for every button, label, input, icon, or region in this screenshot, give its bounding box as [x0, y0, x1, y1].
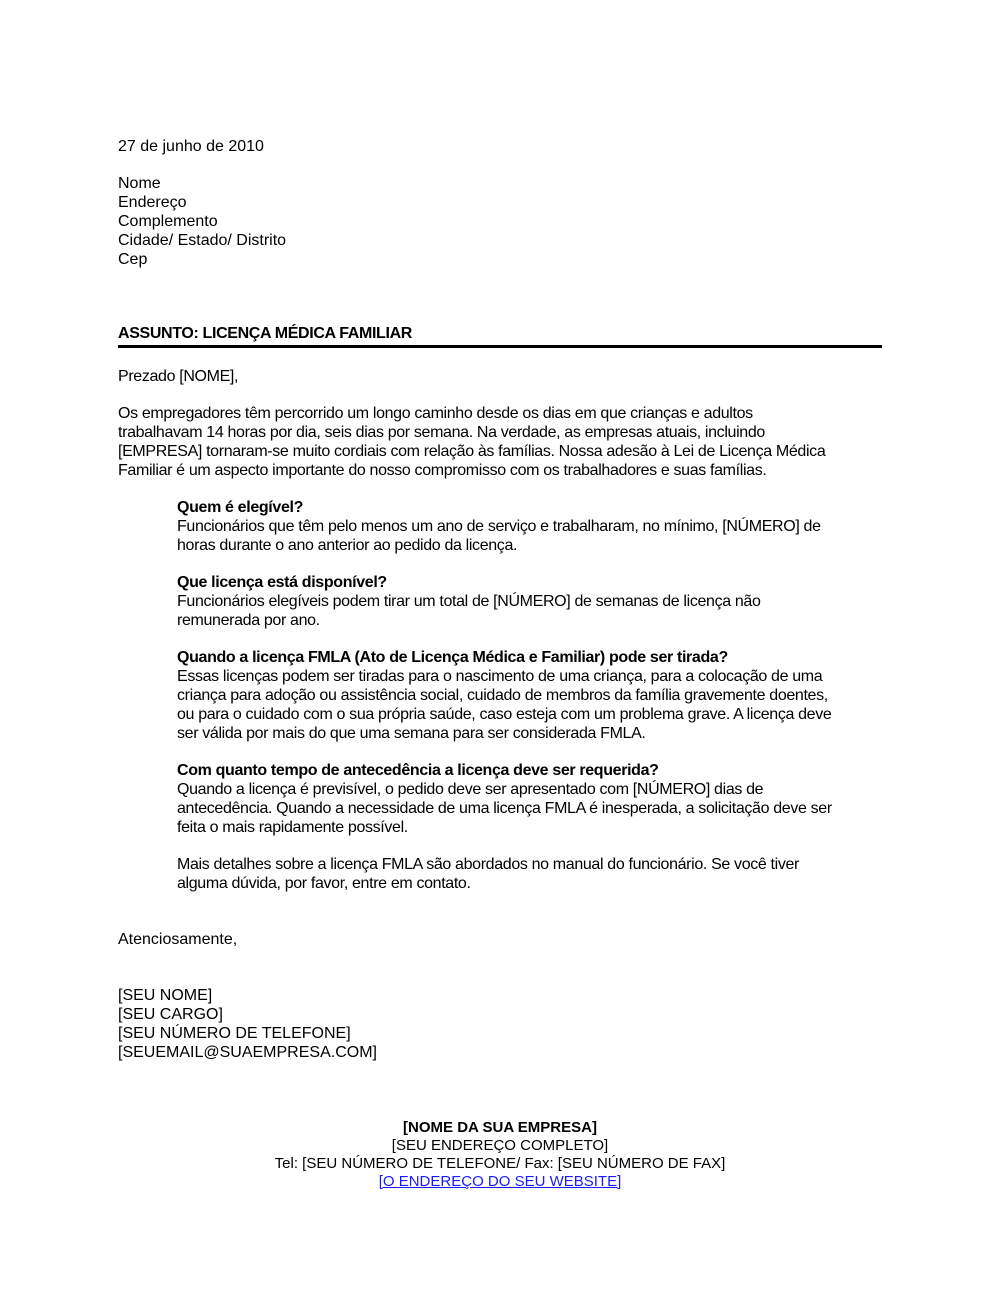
recipient-city-state: Cidade/ Estado/ Distrito [118, 232, 287, 249]
section-heading: Com quanto tempo de antecedência a licença deve ser requerida? [177, 762, 659, 779]
intro-line: trabalhavam 14 horas por dia, seis dias por semana. Na verdade, as empresas atuais, incluindo [118, 424, 765, 441]
signature-email: [SEUEMAIL@SUAEMPRESA.COM] [118, 1044, 377, 1061]
section-heading: Que licença está disponível? [177, 574, 387, 591]
signature-phone: [SEU NÚMERO DE TELEFONE] [118, 1025, 351, 1042]
recipient-address2: Complemento [118, 213, 218, 230]
section-heading: Quem é elegível? [177, 499, 304, 516]
section-line: remunerada por ano. [177, 612, 320, 629]
closing-note-line: alguma dúvida, por favor, entre em contato. [177, 875, 471, 892]
section-line: criança para adoção ou assistência social, cuidado de membros da família gravemente doentes, [177, 687, 828, 704]
section-line: Quando a licença é previsível, o pedido deve ser apresentado com [NÚMERO] dias de [177, 781, 764, 798]
footer-address: [SEU ENDEREÇO COMPLETO] [391, 1137, 609, 1154]
section-line: Essas licenças podem ser tiradas para o nascimento de uma criança, para a colocação de uma [177, 668, 823, 685]
section-line: Funcionários que têm pelo menos um ano de serviço e trabalharam, no mínimo, [NÚMERO] de [177, 518, 821, 535]
section-line: horas durante o ano anterior ao pedido da licença. [177, 537, 518, 554]
section-heading: Quando a licença FMLA (Ato de Licença Médica e Familiar) pode ser tirada? [177, 649, 728, 666]
letter-date: 27 de junho de 2010 [118, 138, 264, 155]
section-line: ou para o cuidado com o sua própria saúde, caso esteja com um problema grave. A licença deve [177, 706, 832, 723]
closing: Atenciosamente, [118, 931, 238, 948]
signature-title: [SEU CARGO] [118, 1006, 223, 1023]
salutation: Prezado [NOME], [118, 368, 239, 385]
footer-website-link[interactable]: [O ENDEREÇO DO SEU WEBSITE] [378, 1173, 622, 1190]
recipient-address: Endereço [118, 194, 187, 211]
signature-name: [SEU NOME] [118, 987, 213, 1004]
recipient-zip: Cep [118, 251, 148, 268]
section-line: antecedência. Quando a necessidade de uma licença FMLA é inesperada, a solicitação deve ser [177, 800, 832, 817]
section-line: ser válida por mais do que uma semana para ser considerada FMLA. [177, 725, 646, 742]
intro-line: Os empregadores têm percorrido um longo caminho desde os dias em que crianças e adultos [118, 405, 753, 422]
subject-heading: ASSUNTO: LICENÇA MÉDICA FAMILIAR [118, 325, 412, 342]
subject-divider [118, 345, 882, 348]
section-line: feita o mais rapidamente possível. [177, 819, 408, 836]
intro-line: [EMPRESA] tornaram-se muito cordiais com relação às famílias. Nossa adesão à Lei de Licença Médica [118, 443, 826, 460]
footer-company: [NOME DA SUA EMPRESA] [403, 1119, 597, 1136]
footer-contact: Tel: [SEU NÚMERO DE TELEFONE/ Fax: [SEU NÚMERO DE FAX] [274, 1155, 726, 1172]
recipient-name: Nome [118, 175, 161, 192]
company-footer [0, 1119, 1000, 1191]
closing-note-line: Mais detalhes sobre a licença FMLA são abordados no manual do funcionário. Se você tiver [177, 856, 800, 873]
section-line: Funcionários elegíveis podem tirar um total de [NÚMERO] de semanas de licença não [177, 593, 761, 610]
intro-line: Familiar é um aspecto importante do nosso compromisso com os trabalhadores e suas famílias. [118, 462, 767, 479]
